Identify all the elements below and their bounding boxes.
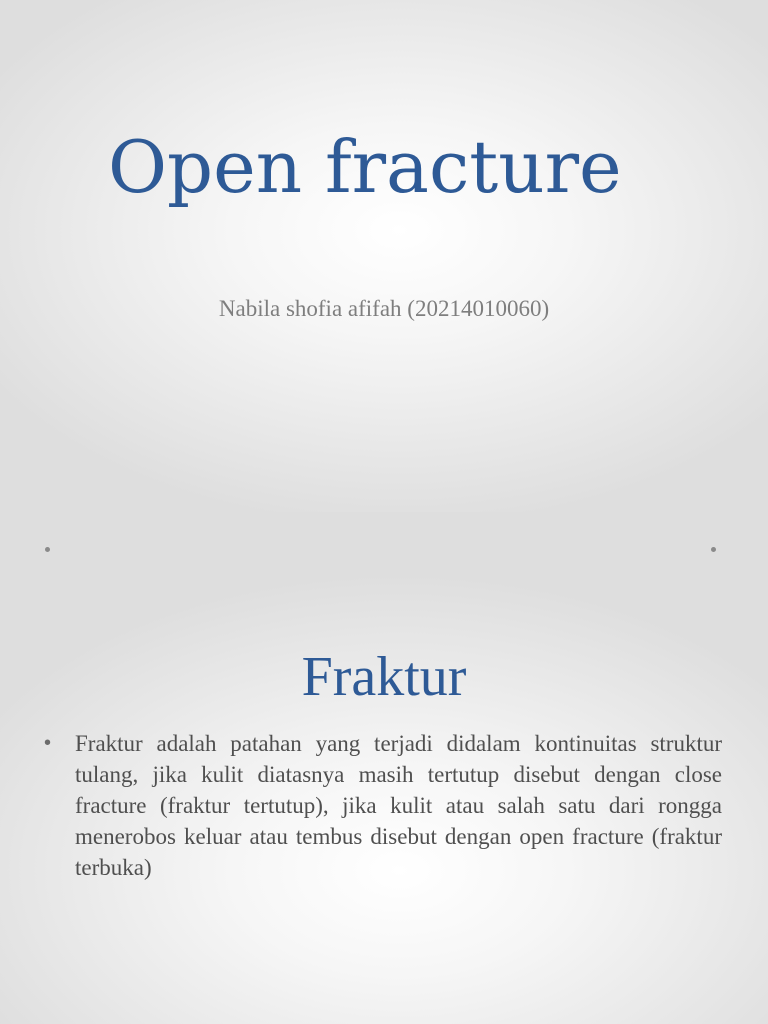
slide-title-heading: Open fracture xyxy=(108,125,622,209)
empty-bullet-dot-right xyxy=(711,547,716,552)
bullet-text: Fraktur adalah patahan yang terjadi didalam kontinuitas struktur tulang, jika kulit diatasnya masih tertutup disebut dengan close fracture (fraktur tertutup), jika kulit atau salah satu dari rongga menerobos keluar atau tembus disebut dengan open fracture (fraktur terbuka) xyxy=(75,731,722,880)
bullet-icon: • xyxy=(44,732,52,754)
bullet-item xyxy=(44,728,722,883)
empty-bullet-dot-left xyxy=(45,547,50,552)
slide-subtitle-author: Nabila shofia afifah (20214010060) xyxy=(218,296,550,321)
slide-fraktur-heading: Fraktur xyxy=(301,646,467,708)
slide-fraktur xyxy=(0,512,768,1024)
bullet-list xyxy=(44,728,722,883)
